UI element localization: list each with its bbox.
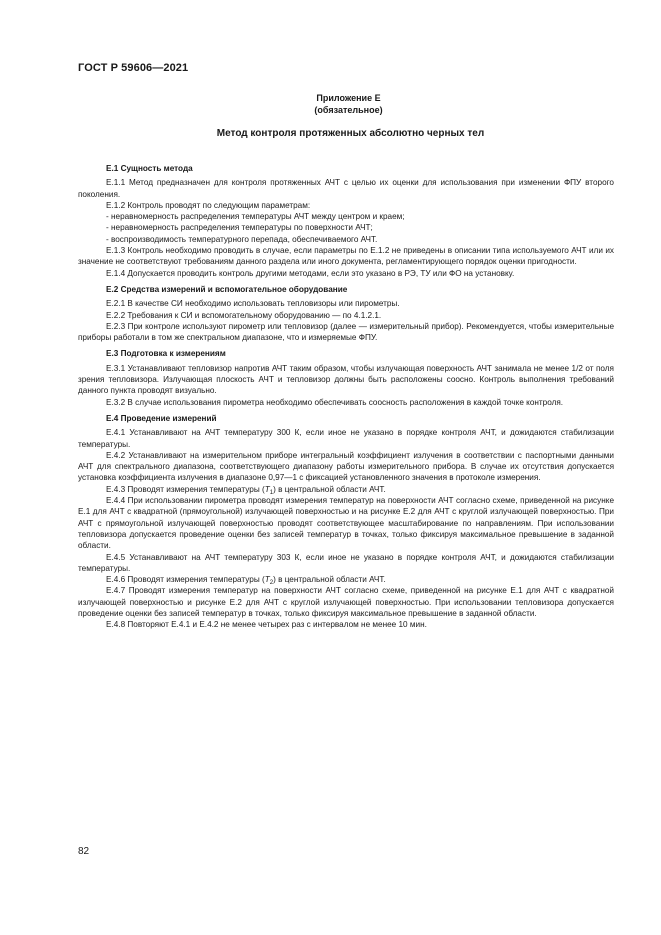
text-fragment: Е.4.6 Проводят измерения температуры ( [106,575,265,585]
section-heading: Е.2 Средства измерений и вспомогательное оборудование [106,284,348,294]
paragraph: Е.2.1 В качестве СИ необходимо использовать тепловизоры или пирометры. [106,299,400,309]
text-fragment: ) в центральной области АЧТ. [273,484,386,494]
paragraph: Е.2.3 При контроле используют пирометр или тепловизор (далее — измерительный прибор). Рекомендуется, чтобы измерительные приборы работали в том же спектральном диапазоне, что и измеряемые ФПУ. [78,321,614,343]
paragraph: Е.1.3 Контроль необходимо проводить в случае, если параметры по Е.1.2 не приведены в описании типа используемого АЧТ или их значение не соответствуют требованиям данного раздела или иного документа, регламентирующего порядок оценки пригодности. [78,246,614,267]
appendix-label: Приложение Е [316,93,381,103]
appendix-title: Метод контроля протяженных абсолютно черных тел [216,128,485,139]
paragraph: Е.4.1 Устанавливают на АЧТ температуру 300 К, если иное не указано в порядке контроля АЧТ, и дожидаются стабилизации температуры. [78,428,614,449]
document-body [78,158,614,631]
list-item: - воспроизводимость температурного перепада, обеспечиваемого АЧТ. [106,234,378,244]
paragraph: Е.4.5 Устанавливают на АЧТ температуру 303 К, если иное не указано в порядке контроля АЧТ, и дожидаются стабилизации температуры. [78,552,614,573]
appendix-status: (обязательное) [314,105,383,115]
section-heading: Е.4 Проведение измерений [106,413,217,423]
paragraph: Е.1.4 Допускается проводить контроль другими методами, если это указано в РЭ, ТУ или ФО на установку. [106,268,515,278]
paragraph [78,484,614,495]
list-item: - неравномерность распределения температуры АЧТ между центром и краем; [106,212,405,222]
appendix-header [0,92,661,116]
page-number: 82 [78,846,90,857]
variable: T [264,484,270,494]
list-item: - неравномерность распределения температуры по поверхности АЧТ; [106,223,373,233]
text-fragment: Е.4.3 Проводят измерения температуры ( [106,484,265,494]
paragraph: Е.4.8 Повторяют Е.4.1 и Е.4.2 не менее четырех раз с интервалом не менее 10 мин. [106,620,427,630]
subscript: 1 [269,489,274,496]
section-heading: Е.3 Подготовка к измерениям [106,349,226,359]
paragraph: Е.2.2 Требования к СИ и вспомогательному оборудованию — по 4.1.2.1. [106,310,382,320]
paragraph: Е.1.1 Метод предназначен для контроля протяженных АЧТ с целью их оценки для использования при изменении ФПУ второго поколения. [78,178,614,199]
paragraph: Е.3.1 Устанавливают тепловизор напротив АЧТ таким образом, чтобы излучающая поверхность АЧТ занимала не менее 1/2 от поля зрения тепловизора. Излучающая плоскость АЧТ и тепловизор должны быть расположены соосно. Контроль выполнения требований данного пункта проводят визуально. [78,363,614,396]
section-heading: Е.1 Сущность метода [106,164,193,173]
paragraph: Е.4.2 Устанавливают на измерительном приборе интегральный коэффициент излучения в соответствии с паспортными данными АЧТ для спектрального диапазона, соответствующего диапазону работы измерительного прибора. В случае их отсутствия допускается установка коэффициента излучения в диапазоне 0,97—1 с фиксацией установленного значения в протоколе измерения. [78,450,614,483]
paragraph: Е.4.7 Проводят измерения температур на поверхности АЧТ согласно схеме, приведенной на рисунке Е.1 для АЧТ с квадратной излучающей поверхностью и рисунке Е.2 для АЧТ с круглой излучающей поверхностью. При использовании тепловизора допускается проведение оценки без записей температур в точках, только фиксируя максимальное превышение в заданной области. [78,586,614,618]
paragraph: Е.1.2 Контроль проводят по следующим параметрам: [106,200,311,210]
variable: T [264,575,270,585]
standard-number: ГОСТ Р 59606—2021 [78,62,189,74]
paragraph [78,574,614,585]
paragraph: Е.4.4 При использовании пирометра проводят измерения температур на поверхности АЧТ согласно схеме, приведенной на рисунке Е.1 для АЧТ с квадратной (прямоугольной) излучающей поверхностью и на рисунке Е.2 для АЧТ с круглой излучающей поверхностью. При АЧТ с прямоугольной излучающей поверхностью проводят соответствующее масштабирование по направлениям. При использовании тепловизора допускается проведение оценки без записей температур в точках, только фиксируя максимальное превышение в заданной области. [78,496,614,551]
paragraph: Е.3.2 В случае использования пирометра необходимо обеспечивать соосность расположения в каждой точке контроля. [106,397,564,407]
subscript: 2 [269,580,274,587]
text-fragment: ) в центральной области АЧТ. [273,575,386,585]
